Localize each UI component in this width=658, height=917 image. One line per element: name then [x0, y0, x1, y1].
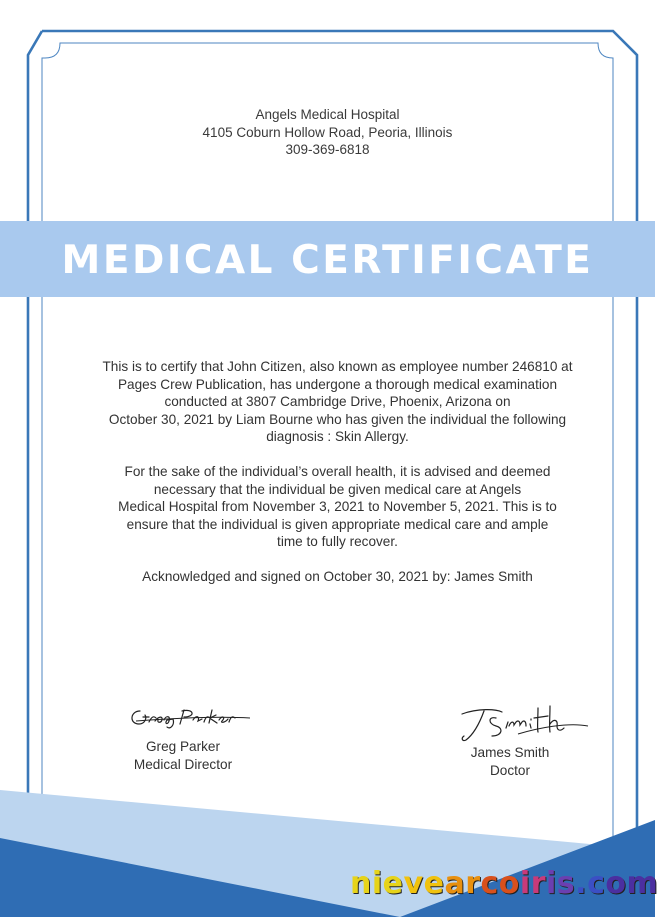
- paragraph-line: conducted at 3807 Cambridge Drive, Phoenix, Arizona on: [164, 394, 511, 410]
- watermark-letter: m: [626, 866, 658, 901]
- watermark-letter: e: [423, 866, 445, 901]
- hospital-phone: 309-369-6818: [285, 142, 370, 157]
- paragraph-line: time to fully recover.: [277, 534, 398, 550]
- watermark-letter: o: [498, 866, 520, 901]
- watermark-letter: o: [605, 866, 627, 901]
- paragraph-line: necessary that the individual be given medical care at Angels: [153, 481, 522, 497]
- watermark-letter: .: [575, 866, 588, 901]
- watermark-letter: r: [530, 866, 546, 901]
- watermark-letter: s: [556, 866, 576, 901]
- watermark-letter: e: [382, 866, 404, 901]
- watermark-letter: v: [403, 866, 424, 901]
- watermark-letter: n: [350, 866, 372, 901]
- certificate-title: MEDICAL CERTIFICATE: [61, 238, 594, 283]
- advice-paragraph: [70, 463, 605, 551]
- signatory-doctor: [430, 744, 590, 779]
- watermark-letter: c: [480, 866, 499, 901]
- title-banner: [0, 221, 655, 297]
- signatory-name: James Smith: [470, 745, 550, 760]
- paragraph-line: Pages Crew Publication, has undergone a thorough medical examination: [117, 376, 558, 392]
- hospital-address: 4105 Coburn Hollow Road, Peoria, Illinois: [202, 124, 453, 140]
- greg-parker-signature: [126, 702, 256, 732]
- watermark-letter: i: [371, 866, 383, 901]
- paragraph-line: October 30, 2021 by Liam Bourne who has given the individual the following: [108, 411, 567, 427]
- signatory-name: Greg Parker: [145, 739, 221, 754]
- signatory-title: Medical Director: [133, 756, 233, 772]
- paragraph-line: diagnosis : Skin Allergy.: [266, 429, 409, 445]
- signatory-title: Doctor: [489, 762, 531, 778]
- paragraph-line: This is to certify that John Citizen, also known as employee number 246810 at: [102, 359, 573, 374]
- watermark-letter: i: [519, 866, 531, 901]
- certification-paragraph: [70, 358, 605, 446]
- paragraph-line: For the sake of the individual’s overall health, it is advised and deemed: [124, 464, 551, 479]
- james-smith-signature: [458, 704, 593, 744]
- hospital-header: [0, 106, 655, 159]
- hospital-name: Angels Medical Hospital: [255, 107, 400, 122]
- watermark-letter: r: [465, 866, 481, 901]
- watermark-letter: a: [444, 866, 466, 901]
- watermark-letter: c: [587, 866, 606, 901]
- paragraph-line: ensure that the individual is given appropriate medical care and ample: [126, 516, 549, 532]
- site-watermark: [350, 866, 658, 906]
- watermark-letter: i: [546, 866, 557, 901]
- paragraph-line: Medical Hospital from November 3, 2021 to November 5, 2021. This is to: [118, 499, 557, 515]
- signatory-medical-director: [103, 738, 263, 773]
- acknowledgement-line: Acknowledged and signed on October 30, 2021 by: James Smith: [142, 569, 533, 584]
